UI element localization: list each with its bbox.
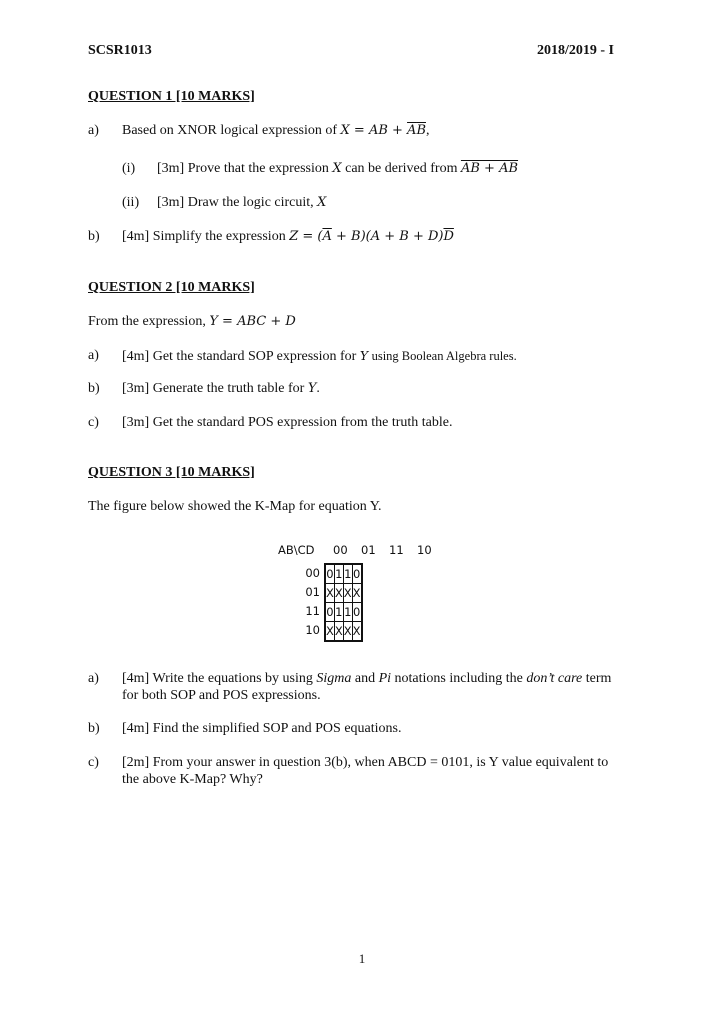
kmap-cell: X [325,622,334,642]
q1-a-label: a) [88,123,99,138]
q2-b-text: [3m] Generate the truth table for Y. [122,381,320,396]
kmap-cell: 1 [334,603,343,622]
q1-a-text: Based on XNOR logical expression of X = AB + $\overline{A}\overline{B}$, [122,123,430,138]
kmap-row-header: 00 [305,566,320,580]
q2-c-text: [3m] Get the standard POS expression from the truth table. [122,415,453,430]
q1-b-text: [4m] Simplify the expression $Z = (\overline{A} + B)(A + B + D)\overline{D}$ [122,229,454,244]
q2-b-label: b) [88,381,100,396]
kmap-cell: 0 [352,564,361,584]
q1-i-label: (i) [122,161,136,176]
q3-a-label: a) [88,671,99,686]
kmap-row [325,603,362,622]
kmap-row [325,622,362,642]
q3-intro: The figure below showed the K-Map for equation Y. [88,499,382,514]
q2-a-label: a) [88,348,99,363]
q1-ii-label: (ii) [122,195,140,210]
page-number: 1 [358,951,366,966]
session-label: 2018/2019 - I [537,43,614,58]
kmap-cell: 1 [343,564,352,584]
kmap-cell: 1 [334,564,343,584]
kmap-cell: 0 [325,564,334,584]
q2-intro: From the expression, Y = ABC + D [88,314,296,329]
kmap-cell: X [334,584,343,603]
q3-title: QUESTION 3 [10 MARKS] [88,465,255,480]
kmap-row-header: 10 [305,623,320,637]
q3-b-text: [4m] Find the simplified SOP and POS equations. [122,721,402,736]
kmap-row [325,564,362,584]
kmap-corner-label: AB\CD [278,543,315,557]
kmap-col-header: 11 [389,543,404,557]
q3-c-text: [2m] From your answer in question 3(b), when ABCD = 0101, is Y value equivalent to [122,755,609,770]
q2-a-text: [4m] Get the standard SOP expression for Y using Boolean Algebra rules. [122,348,517,364]
q2-title: QUESTION 2 [10 MARKS] [88,280,255,295]
q2-c-label: c) [88,415,99,430]
kmap-cell: 1 [343,603,352,622]
kmap-col-header: 00 [333,543,348,557]
kmap-cell: X [343,584,352,603]
kmap-cell: X [352,584,361,603]
kmap-cell: X [352,622,361,642]
q3-c-text-line2: the above K-Map? Why? [122,772,263,787]
kmap-cell: 0 [325,603,334,622]
kmap-cell: 0 [352,603,361,622]
kmap-row [325,584,362,603]
kmap-grid [324,563,363,642]
kmap-col-header: 01 [361,543,376,557]
q1-b-label: b) [88,229,100,244]
kmap-row-header: 01 [305,585,320,599]
q3-b-label: b) [88,721,100,736]
q3-c-label: c) [88,755,99,770]
kmap-cell: X [334,622,343,642]
kmap-col-header: 10 [417,543,432,557]
kmap-row-header: 11 [305,604,320,618]
kmap-cell: X [325,584,334,603]
course-code: SCSR1013 [88,43,152,58]
q3-a-text: [4m] Write the equations by using Sigma and Pi notations including the don’t care term [122,671,612,686]
q3-a-text-line2: for both SOP and POS expressions. [122,688,321,703]
q1-i-text: [3m] Prove that the expression X can be derived from AB + AB [157,161,519,176]
q1-title: QUESTION 1 [10 MARKS] [88,89,255,104]
q1-ii-text: [3m] Draw the logic circuit, X [157,195,327,210]
kmap-cell: X [343,622,352,642]
